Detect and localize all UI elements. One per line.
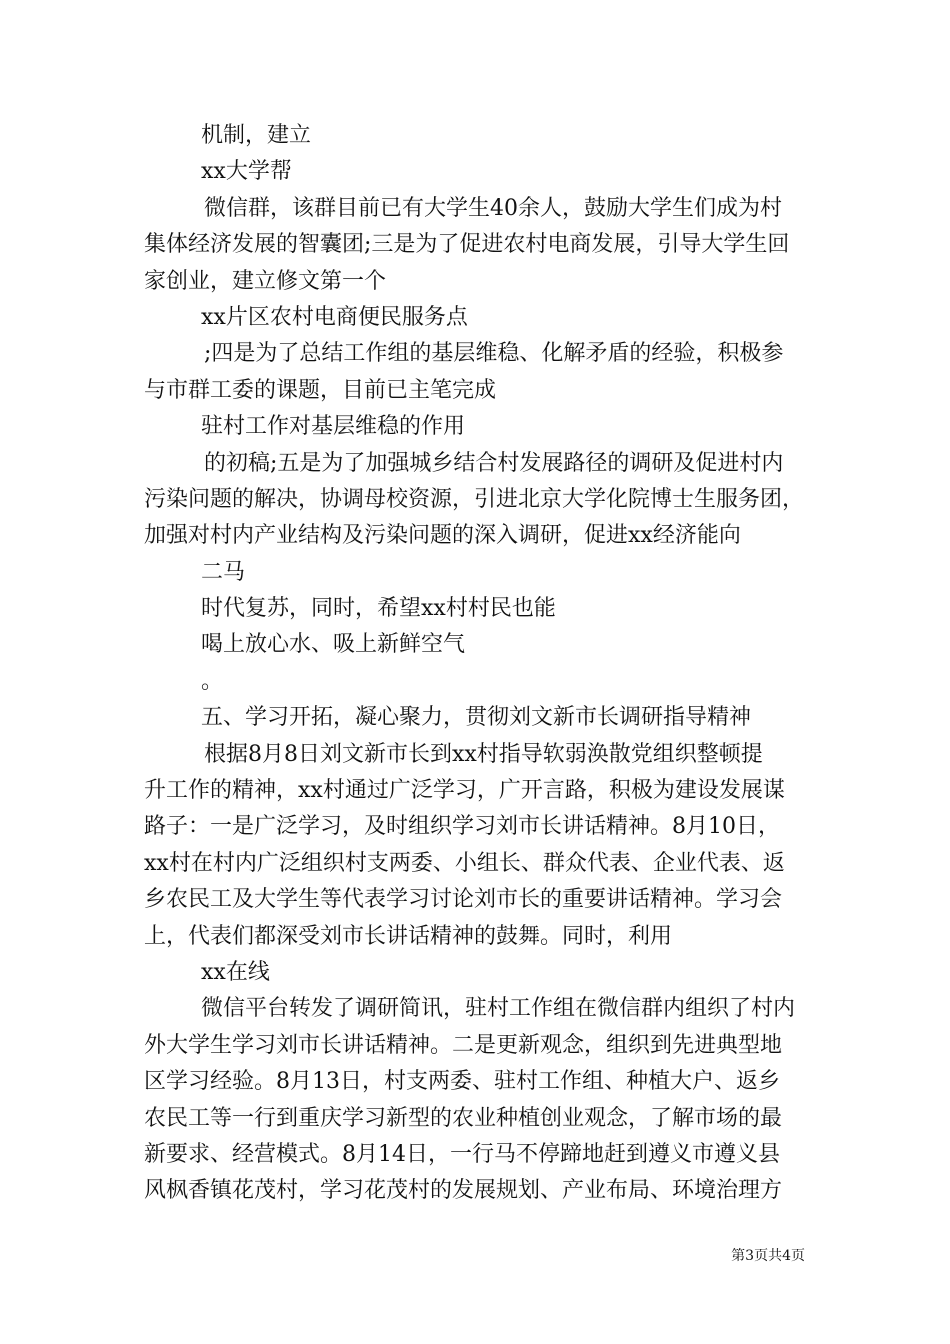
- text-line: xx在线: [201, 959, 270, 985]
- text-line: 驻村工作对基层维稳的作用: [201, 414, 466, 440]
- text-line: 新要求、经营模式。8月14日，一行马不停蹄地赶到遵义市遵义县: [144, 1141, 780, 1167]
- text-line: 喝上放心水、吸上新鲜空气: [201, 632, 466, 658]
- text-line: 上，代表们都深受刘市长讲话精神的鼓舞。同时，利用: [144, 923, 673, 949]
- document-body: [144, 118, 808, 1210]
- text-line: 加强对村内产业结构及污染问题的深入调研，促进xx经济能向: [144, 523, 741, 549]
- text-line: 。: [201, 668, 224, 694]
- text-line: 外大学生学习刘市长讲话精神。二是更新观念，组织到先进典型地: [144, 1032, 783, 1058]
- text-line: 路子：一是广泛学习，及时组织学习刘市长讲话精神。8月10日，: [144, 814, 780, 840]
- section-heading: 五、学习开拓，凝心聚力，贯彻刘文新市长调研指导精神: [201, 705, 752, 731]
- text-line: 风枫香镇花茂村，学习花茂村的发展规划、产业布局、环境治理方: [144, 1178, 783, 1204]
- text-line: 乡农民工及大学生等代表学习讨论刘市长的重要讲话精神。学习会: [144, 887, 783, 913]
- text-line: 二马: [201, 559, 246, 585]
- text-line: 机制，建立: [201, 123, 312, 148]
- text-line: 集体经济发展的智囊团;三是为了促进农村电商发展，引导大学生回: [144, 232, 790, 258]
- text-line: 根据8月8日刘文新市长到xx村指导软弱涣散党组织整顿提: [204, 741, 763, 767]
- page-number: 第3页共4页: [731, 1248, 805, 1264]
- text-line: 农民工等一行到重庆学习新型的农业种植创业观念，了解市场的最: [144, 1105, 783, 1131]
- text-line: xx大学帮: [201, 159, 292, 185]
- text-line: xx片区农村电商便民服务点: [201, 304, 468, 330]
- text-line: 微信群，该群目前已有大学生40余人，鼓励大学生们成为村: [204, 195, 782, 221]
- text-line: ;四是为了总结工作组的基层维稳、化解矛盾的经验，积极参: [204, 341, 784, 367]
- text-line: 升工作的精神，xx村通过广泛学习，广开言路，积极为建设发展谋: [144, 778, 785, 804]
- text-line: 与市群工委的课题，目前已主笔完成: [144, 377, 497, 403]
- text-line: 微信平台转发了调研简讯，驻村工作组在微信群内组织了村内: [201, 996, 796, 1022]
- text-line: 的初稿;五是为了加强城乡结合村发展路径的调研及促进村内: [204, 450, 784, 476]
- text-line: 污染问题的解决，协调母校资源，引进北京大学化院博士生服务团，: [144, 486, 805, 512]
- text-line: xx村在村内广泛组织村支两委、小组长、群众代表、企业代表、返: [144, 850, 785, 876]
- text-line: 家创业，建立修文第一个: [144, 268, 387, 294]
- text-line: 时代复苏，同时，希望xx村村民也能: [201, 596, 556, 622]
- text-line: 区学习经验。8月13日，村支两委、驻村工作组、种植大户、返乡: [144, 1069, 780, 1095]
